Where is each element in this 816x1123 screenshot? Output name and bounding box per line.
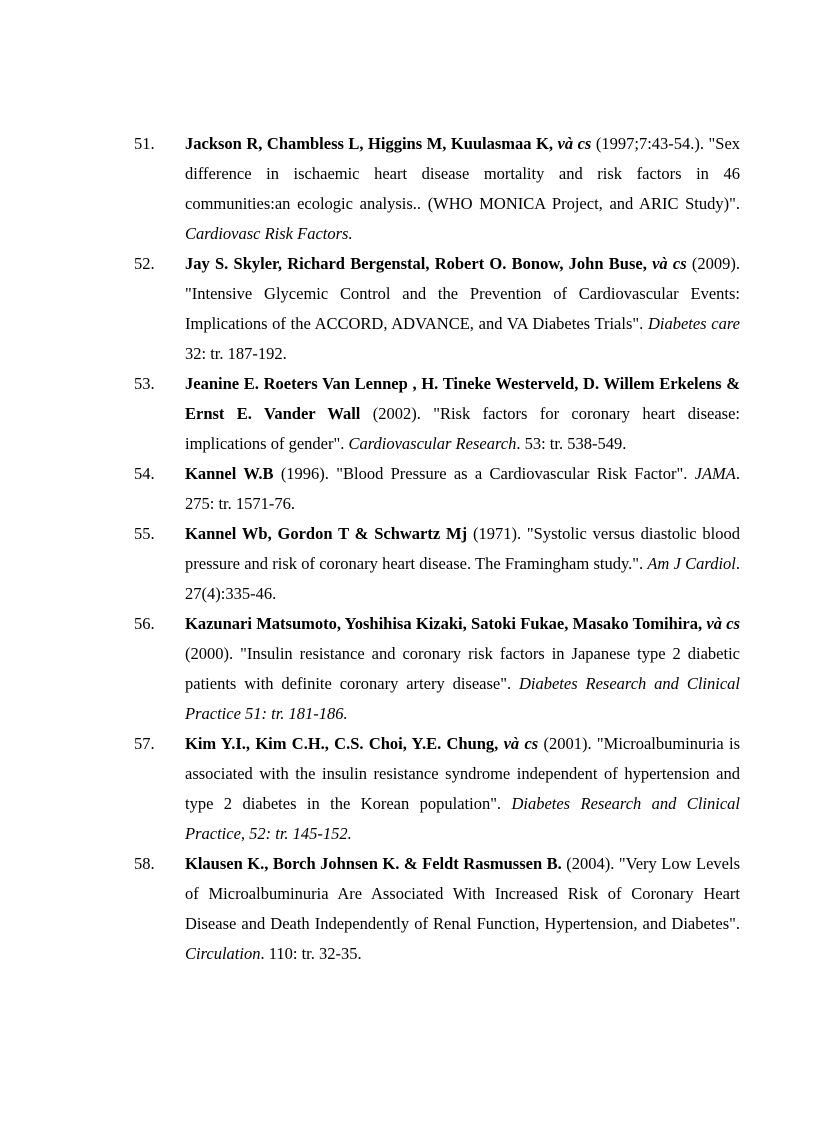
reference-journal: Am J Cardiol [647, 554, 736, 573]
reference-title: (2004). "Very Low Levels of Microalbuminuria Are Associated With Increased Risk of Coronary Heart Disease and Death Independently of Renal Function, Hypertension, and Diabetes". [185, 854, 741, 933]
reference-authors: Kim Y.I., Kim C.H., C.S. Choi, Y.E. Chung, [185, 734, 499, 753]
reference-number: 51. [134, 134, 155, 153]
reference-journal: Diabetes care [647, 314, 740, 333]
reference-item [134, 459, 740, 519]
reference-tail: . 53: tr. 538-549. [516, 434, 627, 453]
reference-journal: Cardiovascular Research [348, 434, 517, 453]
reference-text [185, 519, 740, 609]
reference-authors: Klausen K., Borch Johnsen K. & Feldt Rasmussen B. [185, 854, 562, 873]
reference-text [185, 369, 740, 459]
reference-title: (2000). "Insulin resistance and coronary risk factors in Japanese type 2 diabetic patients with definite coronary artery disease". [185, 644, 740, 693]
reference-journal: JAMA [694, 464, 736, 483]
reference-number: 57. [134, 734, 155, 753]
reference-number: 54. [134, 464, 155, 483]
reference-et-al: và cs [652, 254, 687, 273]
reference-item [134, 519, 740, 609]
reference-number: 52. [134, 254, 155, 273]
reference-et-al: và cs [706, 614, 740, 633]
reference-list [134, 129, 740, 969]
reference-authors: Jackson R, Chambless L, Higgins M, Kuulasmaa K, [185, 134, 554, 153]
reference-text [185, 249, 740, 369]
reference-authors: Kannel W.B [185, 464, 274, 483]
reference-item [134, 849, 740, 969]
reference-et-al: và cs [503, 734, 539, 753]
reference-journal: Diabetes Research and Clinical Practice 51: tr. 181-186. [185, 674, 740, 723]
reference-item [134, 609, 740, 729]
reference-authors: Kazunari Matsumoto, Yoshihisa Kizaki, Satoki Fukae, Masako Tomihira, [185, 614, 703, 633]
reference-journal: Diabetes Research and Clinical Practice, 52: tr. 145-152. [185, 794, 740, 843]
reference-et-al: và cs [557, 134, 592, 153]
reference-title: (1997;7:43-54.). "Sex difference in ischaemic heart disease mortality and risk factors in 46 communities:an ecologic analysis.. (WHO MONICA Project, and ARIC Study)". [185, 134, 741, 213]
reference-text [185, 129, 740, 249]
reference-title: (1996). "Blood Pressure as a Cardiovascular Risk Factor". [280, 464, 695, 483]
reference-authors: Jay S. Skyler, Richard Bergenstal, Robert O. Bonow, John Buse, [185, 254, 647, 273]
reference-tail: . 27(4):335-46. [185, 554, 740, 603]
reference-tail: 32: tr. 187-192. [185, 344, 287, 363]
reference-text [185, 849, 740, 969]
reference-title: (2009). "Intensive Glycemic Control and the Prevention of Cardiovascular Events: Implications of the ACCORD, ADVANCE, and VA Diabetes Trials". [185, 254, 741, 333]
reference-tail: . 275: tr. 1571-76. [185, 464, 740, 513]
reference-title: (2002). "Risk factors for coronary heart disease: implications of gender". [185, 404, 740, 453]
reference-text [185, 729, 740, 849]
reference-journal: Cardiovasc Risk Factors. [185, 224, 353, 243]
reference-number: 55. [134, 524, 155, 543]
reference-journal: Circulation [185, 944, 261, 963]
reference-title: (1971). "Systolic versus diastolic blood pressure and risk of coronary heart disease. The Framingham study.". [185, 524, 740, 573]
reference-tail: . 110: tr. 32-35. [260, 944, 362, 963]
reference-item [134, 129, 740, 249]
reference-authors: Jeanine E. Roeters Van Lennep , H. Tineke Westerveld, D. Willem Erkelens & Ernst E. Vander Wall [185, 374, 740, 423]
reference-item [134, 249, 740, 369]
reference-number: 58. [134, 854, 155, 873]
reference-text [185, 609, 740, 729]
reference-title: (2001). "Microalbuminuria is associated with the insulin resistance syndrome independent of hypertension and type 2 diabetes in the Korean population". [185, 734, 740, 813]
reference-item [134, 729, 740, 849]
reference-item [134, 369, 740, 459]
reference-authors: Kannel Wb, Gordon T & Schwartz Mj [185, 524, 468, 543]
reference-number: 56. [134, 614, 155, 633]
reference-text [185, 459, 740, 519]
reference-number: 53. [134, 374, 155, 393]
